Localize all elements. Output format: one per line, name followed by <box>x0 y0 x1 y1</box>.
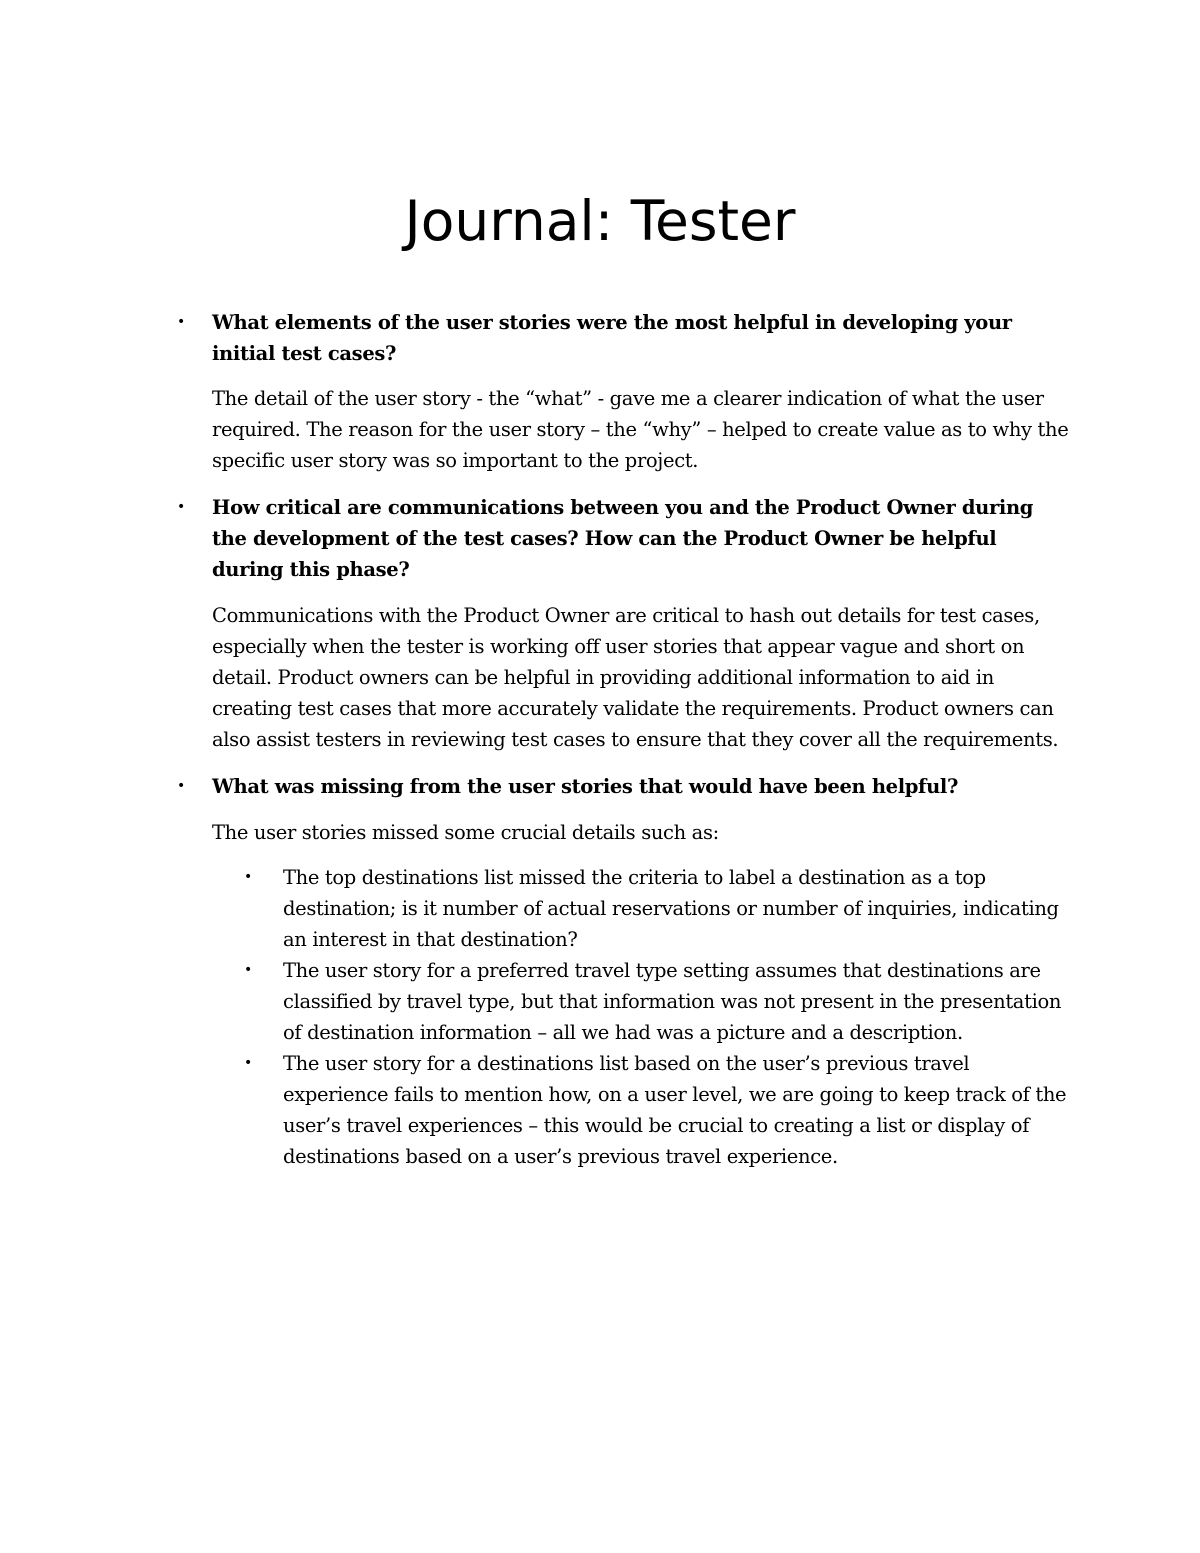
missing-details-list <box>212 862 1072 1172</box>
question-3 <box>177 771 1072 802</box>
bullet-icon: • <box>244 869 252 885</box>
bullet-icon: • <box>177 314 185 330</box>
list-item <box>244 1048 1072 1172</box>
page-title: Journal: Tester <box>404 189 796 253</box>
journal-content <box>177 307 1072 1172</box>
list-item-text: The user story for a preferred travel type setting assumes that destinations are classified by travel type, but that information was not present in the presentation of destination information – all we had was a picture and a description. <box>283 959 1062 1044</box>
question-2 <box>177 492 1072 585</box>
bullet-icon: • <box>244 1055 252 1071</box>
bullet-icon: • <box>244 962 252 978</box>
answer-1: The detail of the user story - the “what” - gave me a clearer indication of what the user required. The reason for the user story – the “why” – helped to create value as to why the specific user story was so important to the project. <box>212 387 1069 472</box>
list-item-text: The user story for a destinations list based on the user’s previous travel experience fails to mention how, on a user level, we are going to keep track of the user’s travel experiences – this would be crucial to creating a list or display of destinations based on a user’s previous travel experience. <box>283 1052 1067 1168</box>
answer-2: Communications with the Product Owner are critical to hash out details for test cases, especially when the tester is working off user stories that appear vague and short on detail. Product owners can be helpful in providing additional information to aid in creating test cases that more accurately validate the requirements. Product owners can also assist testers in reviewing test cases to ensure that they cover all the requirements. <box>212 604 1059 751</box>
question-3-text: What was missing from the user stories that would have been helpful? <box>212 775 959 798</box>
question-1-text: What elements of the user stories were the most helpful in developing your initial test cases? <box>212 311 1012 365</box>
list-item <box>244 955 1072 1048</box>
question-2-text: How critical are communications between you and the Product Owner during the development of the test cases? How can the Product Owner be helpful during this phase? <box>212 496 1034 581</box>
list-item <box>244 862 1072 955</box>
answer-3: The user stories missed some crucial details such as: <box>212 821 719 844</box>
question-1 <box>177 307 1072 369</box>
bullet-icon: • <box>177 499 185 515</box>
bullet-icon: • <box>177 778 185 794</box>
list-item-text: The top destinations list missed the criteria to label a destination as a top destination; is it number of actual reservations or number of inquiries, indicating an interest in that destination? <box>283 866 1059 951</box>
